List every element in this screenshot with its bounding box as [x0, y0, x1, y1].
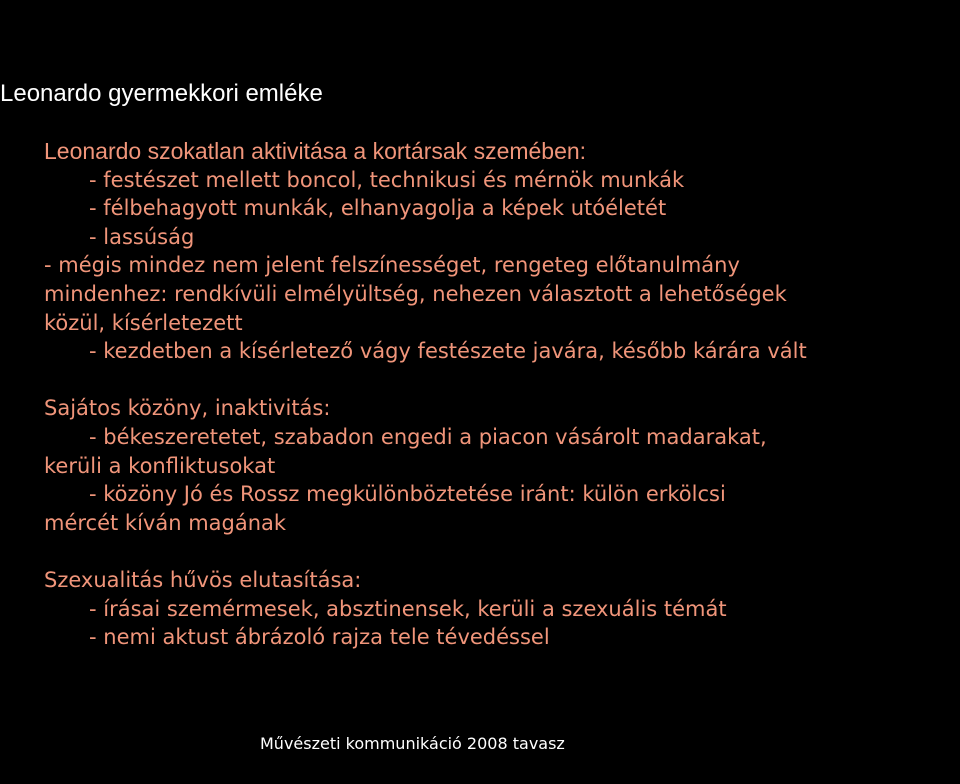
- section-indifference: [44, 394, 944, 537]
- bullet-line: - írásai szemérmesek, absztinensek, kerüli a szexuális témát: [89, 596, 727, 621]
- bullet-line: - mégis mindez nem jelent felszínességet, rengeteg előtanulmány: [44, 253, 740, 278]
- slide-content: [44, 137, 944, 652]
- bullet-line: - kezdetben a kísérletező vágy festészete javára, később kárára vált: [89, 339, 807, 364]
- bullet-line: - nemi aktust ábrázoló rajza tele tévedéssel: [89, 625, 550, 650]
- bullet-line: - félbehagyott munkák, elhanyagolja a képek utóéletét: [89, 196, 667, 221]
- slide-footer: Művészeti kommunikáció 2008 tavasz: [260, 734, 565, 753]
- slide-title: Leonardo gyermekkori emléke: [0, 80, 323, 107]
- section-gap: [44, 366, 944, 395]
- bullet-line: - békeszeretetet, szabadon engedi a piacon vásárolt madarakat,: [89, 424, 767, 449]
- section-activity: [44, 137, 944, 366]
- bullet-line: - lassúság: [89, 224, 195, 249]
- continuation-line: mércét kíván magának: [44, 510, 287, 535]
- section-heading: Leonardo szokatlan aktivitása a kortársak szemében:: [44, 138, 587, 164]
- continuation-line: mindenhez: rendkívüli elmélyültség, nehezen választott a lehetőségek: [44, 281, 787, 306]
- bullet-line: - közöny Jó és Rossz megkülönböztetése iránt: külön erkölcsi: [89, 482, 726, 507]
- section-sexuality: [44, 566, 944, 652]
- continuation-line: közül, kísérletezett: [44, 310, 243, 335]
- section-heading: Sajátos közöny, inaktivitás:: [44, 396, 331, 421]
- section-gap: [44, 537, 944, 566]
- section-heading: Szexualitás hűvös elutasítása:: [44, 567, 362, 592]
- continuation-line: kerüli a konfliktusokat: [44, 453, 276, 478]
- bullet-line: - festészet mellett boncol, technikusi és mérnök munkák: [89, 167, 685, 192]
